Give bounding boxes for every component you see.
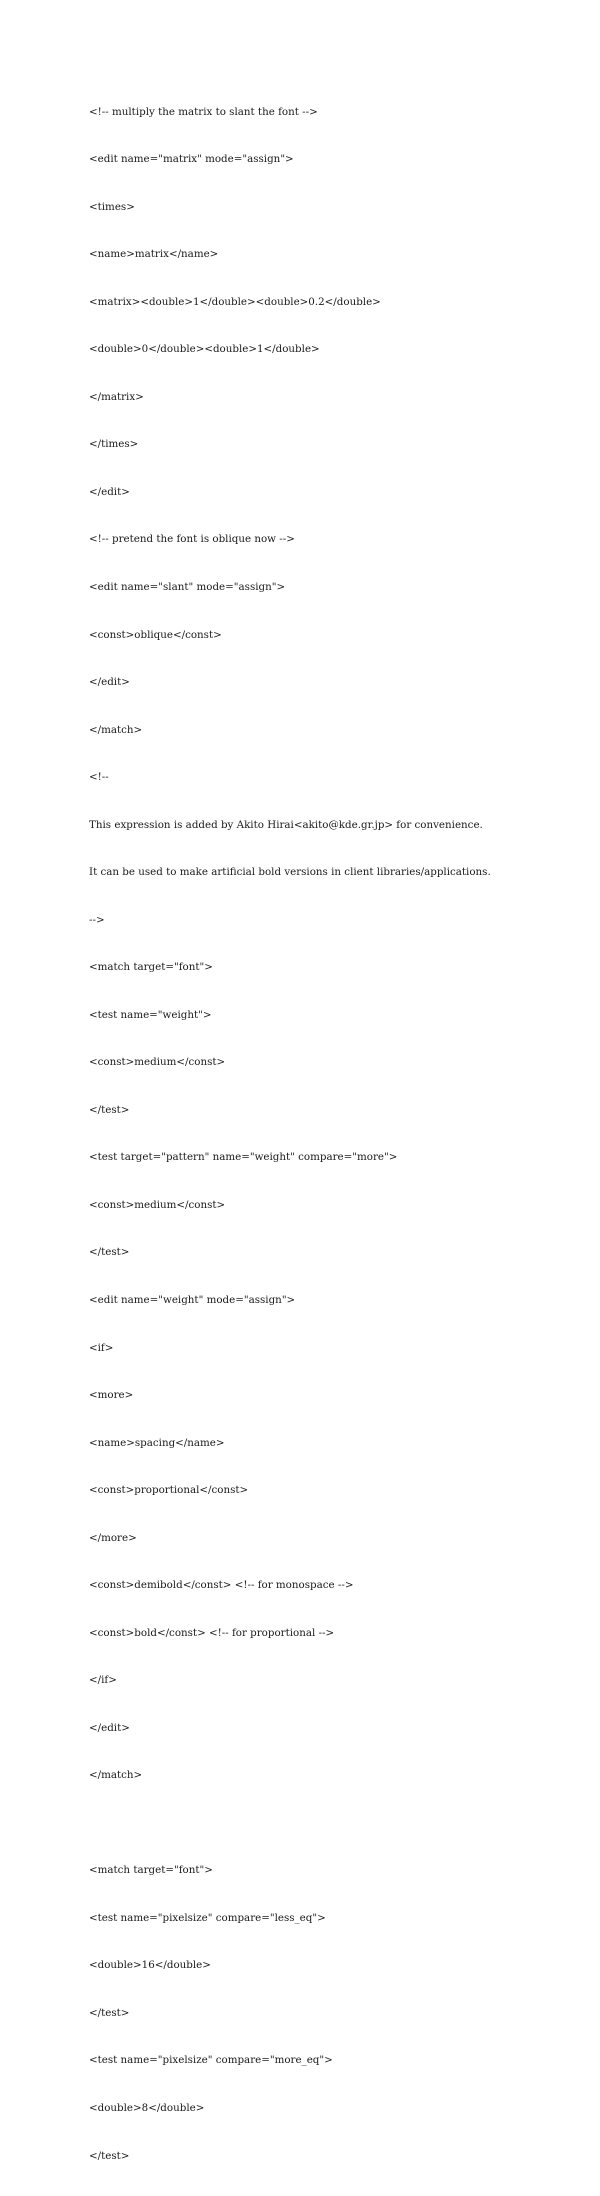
code-line: </match> xyxy=(89,1769,143,1782)
code-line: </test> xyxy=(89,1103,130,1116)
code-line: </test> xyxy=(89,2149,130,2162)
code-line: <edit name="weight" mode="assign"> xyxy=(89,1293,296,1306)
code-line: </more> xyxy=(89,1531,137,1544)
code-line: <const>bold</const> <!-- for proportional --> xyxy=(89,1626,335,1639)
code-line: <double>0</double><double>1</double> xyxy=(89,343,320,356)
code-line: <!-- multiply the matrix to slant the font --> xyxy=(89,105,318,118)
code-line: <test name="weight"> xyxy=(89,1008,212,1021)
code-line: <name>spacing</name> xyxy=(89,1436,225,1449)
code-line: <const>oblique</const> xyxy=(89,628,222,641)
code-line: <!-- xyxy=(89,771,109,784)
code-line: <const>proportional</const> xyxy=(89,1484,249,1497)
code-line: </edit> xyxy=(89,485,130,498)
code-line: <matrix><double>1</double><double>0.2</double> xyxy=(89,295,381,308)
code-line: </match> xyxy=(89,723,143,736)
code-line: </edit> xyxy=(89,1721,130,1734)
code-line: It can be used to make artificial bold versions in client libraries/applications. xyxy=(89,866,491,879)
code-line: <match target="font"> xyxy=(89,961,213,974)
code-listing xyxy=(89,73,491,2196)
code-line: </test> xyxy=(89,2006,130,2019)
code-line: <double>16</double> xyxy=(89,1959,211,1972)
code-line: </edit> xyxy=(89,676,130,689)
code-line: <test name="pixelsize" compare="more_eq"> xyxy=(89,2054,333,2067)
code-line: <const>demibold</const> <!-- for monospace --> xyxy=(89,1579,354,1592)
code-line: <more> xyxy=(89,1389,134,1402)
code-line: <double>8</double> xyxy=(89,2102,205,2114)
code-line: <times> xyxy=(89,200,135,213)
code-line: </if> xyxy=(89,1674,117,1687)
code-line: <match target="font"> xyxy=(89,1864,213,1877)
code-line: <const>medium</const> xyxy=(89,1056,226,1069)
code-line: </matrix> xyxy=(89,390,144,403)
code-line: <!-- pretend the font is oblique now --> xyxy=(89,533,295,546)
code-line: <const>medium</const> xyxy=(89,1198,226,1211)
code-line: <name>matrix</name> xyxy=(89,248,219,261)
code-line: <test target="pattern" name="weight" compare="more"> xyxy=(89,1151,398,1164)
code-line: --> xyxy=(89,913,105,926)
code-line: <if> xyxy=(89,1341,114,1354)
code-line: </test> xyxy=(89,1246,130,1259)
code-line: <test name="pixelsize" compare="less_eq"> xyxy=(89,1911,326,1924)
code-line: <edit name="matrix" mode="assign"> xyxy=(89,153,294,166)
code-line: <edit name="slant" mode="assign"> xyxy=(89,581,286,593)
code-line: This expression is added by Akito Hirai<akito@kde.gr.jp> for convenience. xyxy=(89,818,483,831)
code-line: </times> xyxy=(89,438,139,451)
blank-line xyxy=(89,1816,491,1832)
